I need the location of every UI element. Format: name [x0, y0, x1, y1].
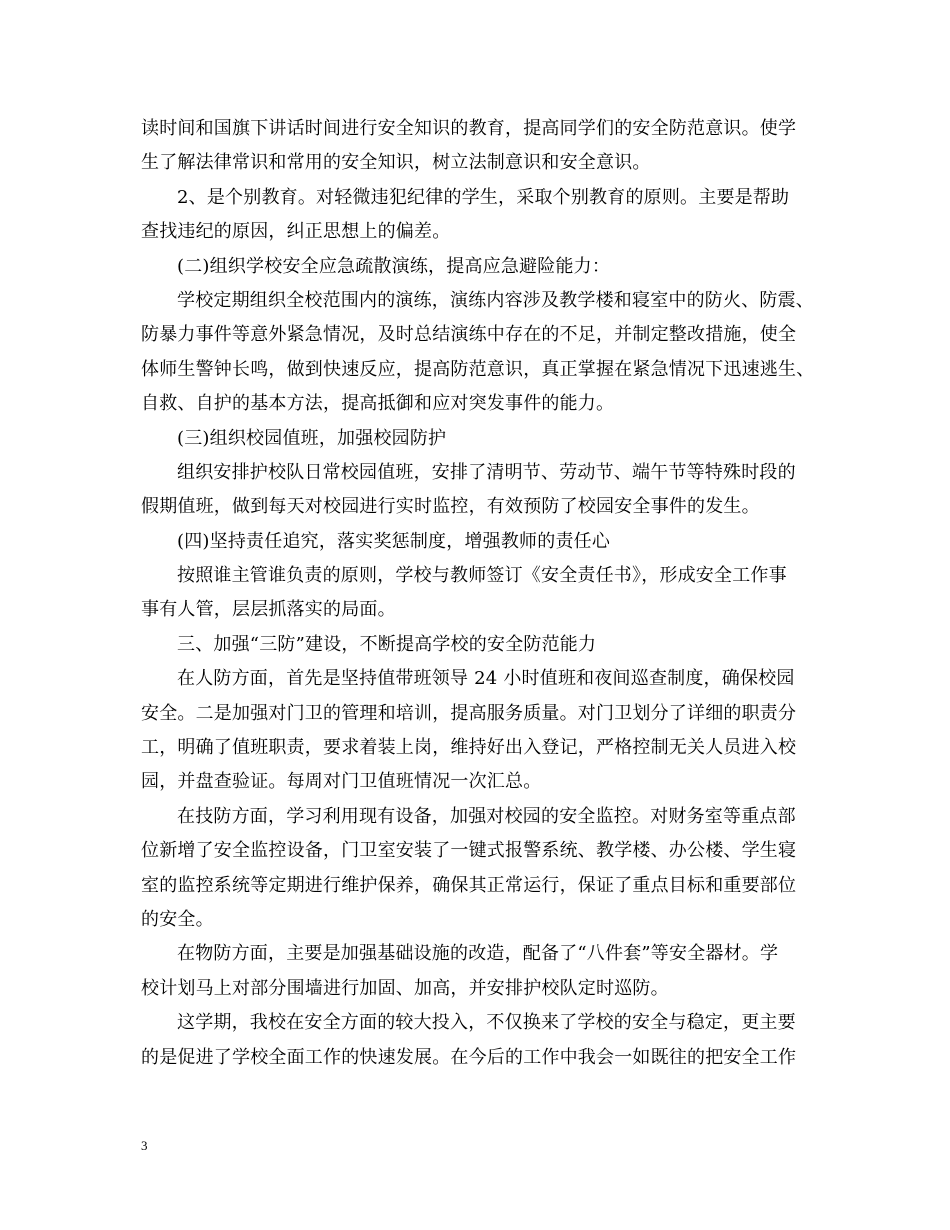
text-line: 这学期，我校在安全方面的较大投入，不仅换来了学校的安全与稳定，更主要 — [177, 1012, 796, 1034]
text-line: 查找违纪的原因，纠正思想上的偏差。 — [141, 221, 451, 243]
text-line: 在人防方面，首先是坚持值带班领导 24 小时值班和夜间巡查制度，确保校园 — [177, 668, 795, 690]
text-line: 园，并盘查验证。每周对门卫值班情况一次汇总。 — [141, 771, 542, 793]
text-line: 假期值班，做到每天对校园进行实时监控，有效预防了校园安全事件的发生。 — [141, 496, 760, 518]
text-line: 安全。二是加强对门卫的管理和培训，提高服务质量。对门卫划分了详细的职责分 — [141, 702, 797, 724]
text-line: 生了解法律常识和常用的安全知识，树立法制意识和安全意识。 — [141, 152, 651, 174]
text-line: 防暴力事件等意外紧急情况，及时总结演练中存在的不足，并制定整改措施，使全 — [141, 324, 797, 346]
text-line: 室的监控系统等定期进行维护保养，确保其正常运行，保证了重点目标和重要部位 — [141, 874, 797, 896]
text-line: 自救、自护的基本方法，提高抵御和应对突发事件的能力。 — [141, 393, 615, 415]
text-line: 工，明确了值班职责，要求着装上岗，维持好出入登记，严格控制无关人员进入校 — [141, 737, 797, 759]
text-line: 体师生警钟长鸣，做到快速反应，提高防范意识，真正掌握在紧急情况下迅速逃生、 — [141, 358, 815, 380]
section-heading: (二)组织学校安全应急疏散演练，提高应急避险能力： — [177, 255, 611, 277]
text-line: 在物防方面，主要是加强基础设施的改造，配备了“八件套”等安全器材。学 — [177, 943, 779, 965]
text-line: 事有人管，层层抓落实的局面。 — [141, 599, 396, 621]
text-line: 的安全。 — [141, 908, 214, 930]
text-line: 在技防方面，学习利用现有设备，加强对校园的安全监控。对财务室等重点部 — [177, 805, 796, 827]
text-line: 的是促进了学校全面工作的快速发展。在今后的工作中我会一如既往的把安全工作 — [141, 1046, 797, 1068]
section-heading: (四)坚持责任追究，落实奖惩制度，增强教师的责任心 — [177, 530, 611, 552]
text-line: 读时间和国旗下讲话时间进行安全知识的教育，提高同学们的安全防范意识。使学 — [141, 118, 797, 139]
text-line: 按照谁主管谁负责的原则，学校与教师签订《安全责任书》，形成安全工作事 — [177, 565, 787, 587]
section-heading: (三)组织校园值班，加强校园防护 — [177, 427, 447, 449]
text-line: 组织安排护校队日常校园值班，安排了清明节、劳动节、端午节等特殊时段的 — [177, 461, 796, 483]
document-body — [141, 112, 816, 1075]
page-number: 3 — [141, 1138, 148, 1153]
text-line: 位新增了安全监控设备，门卫室安装了一键式报警系统、教学楼、办公楼、学生寝 — [141, 840, 797, 862]
text-line: 2、是个别教育。对轻微违犯纪律的学生，采取个别教育的原则。主要是帮助 — [177, 186, 790, 208]
text-line: 校计划马上对部分围墙进行加固、加高，并安排护校队定时巡防。 — [141, 977, 669, 999]
text-line: 学校定期组织全校范围内的演练，演练内容涉及教学楼和寝室中的防火、防震、 — [177, 289, 814, 311]
section-heading: 三、加强“三防”建设，不断提高学校的安全防范能力 — [177, 633, 597, 655]
